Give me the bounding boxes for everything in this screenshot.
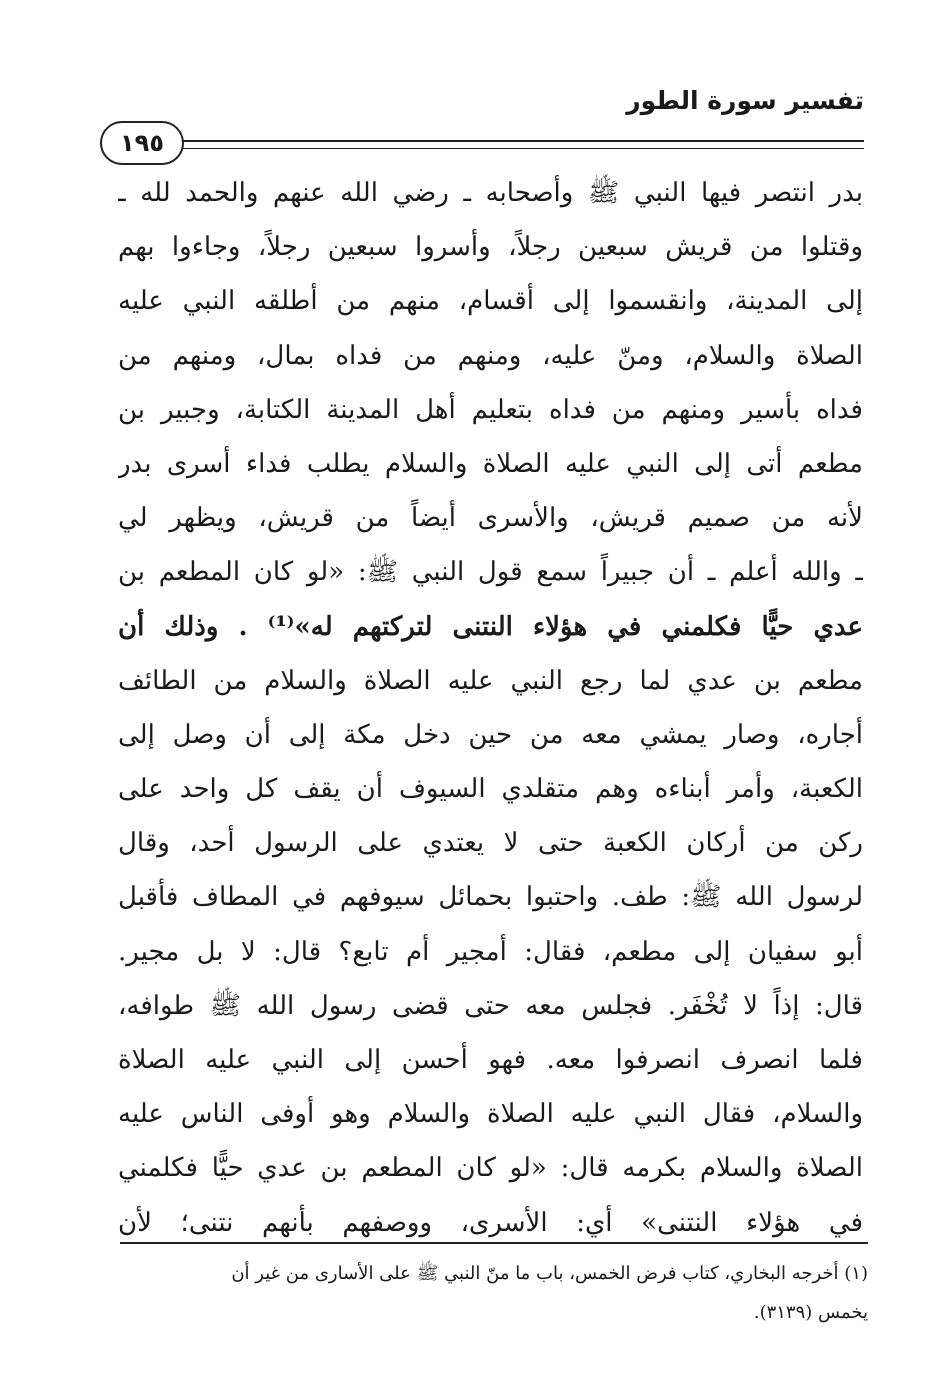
text-line: والسلام، فقال النبي عليه الصلاة والسلام وهو أوفى الناس عليه: [118, 1099, 863, 1130]
footnote-line: يخمس (٣١٣٩).: [753, 1302, 868, 1323]
footnote-rule: [120, 1242, 868, 1244]
text-line: بدر انتصر فيها النبي ﷺ وأصحابه ـ رضي الله عنهم والحمد لله ـ: [118, 178, 863, 208]
text-line: لرسول الله ﷺ: طف. واحتبوا بحمائل سيوفهم في المطاف فأقبل: [118, 882, 863, 913]
text-line: عدي حيًّا فكلمني في هؤلاء النتنى لتركتهم له»⁽¹⁾ . وذلك أن: [118, 611, 863, 642]
text-line: في هؤلاء النتنى» أي: الأسرى، ووصفهم بأنهم نتنى؛ لأن: [118, 1207, 863, 1238]
footnote: [120, 1254, 868, 1332]
text-line: أجاره، وصار يمشي معه من حين دخل مكة إلى أن وصل إلى: [118, 719, 863, 750]
header-rule: [172, 140, 864, 149]
text-line: إلى المدينة، وانقسموا إلى أقسام، منهم من أطلقه النبي عليه: [118, 286, 863, 317]
text-line: فداه بأسير ومنهم من فداه بتعليم أهل المدينة الكتابة، وجبير بن: [118, 394, 863, 425]
text-line: الكعبة، وأمر أبناءه وهم متقلدي السيوف أن يقف كل واحد على: [118, 774, 863, 805]
running-title: تفسير سورة الطور: [626, 86, 864, 115]
footnote-line: (١) أخرجه البخاري، كتاب فرض الخمس، باب ما منّ النبي ﷺ على الأسارى من غير أن: [231, 1263, 868, 1284]
text-line: مطعم أتى إلى النبي عليه الصلاة والسلام يطلب فداء أسرى بدر: [118, 448, 863, 479]
text-line: الصلاة والسلام بكرمه قال: «لو كان المطعم بن عدي حيًّا فكلمني: [118, 1153, 863, 1184]
text-line: قال: إذاً لا تُخْفَر. فجلس معه حتى قضى رسول الله ﷺ طوافه،: [118, 990, 863, 1021]
text-line: ركن من أركان الكعبة حتى لا يعتدي على الرسول أحد، وقال: [118, 828, 863, 859]
text-line: لأنه من صميم قريش، والأسرى أيضاً من قريش، ويظهر لي: [118, 503, 863, 534]
text-line: وقتلوا من قريش سبعين رجلاً، وأسروا سبعين رجلاً، وجاءوا بهم: [118, 232, 863, 263]
text-line: فلما انصرف انصرفوا معه. فهو أحسن إلى النبي عليه الصلاة: [118, 1045, 863, 1075]
text-line: أبو سفيان إلى مطعم، فقال: أمجير أم تابع؟ قال: لا بل مجير.: [118, 936, 863, 967]
text-line: الصلاة والسلام، ومنّ عليه، ومنهم من فداه بمال، ومنهم من: [118, 340, 863, 371]
page-number: ١٩٥: [100, 121, 184, 165]
body-text: [118, 166, 863, 1250]
text-line: مطعم بن عدي لما رجع النبي عليه الصلاة والسلام من الطائف: [118, 665, 863, 696]
text-line: ـ والله أعلم ـ أن جبيراً سمع قول النبي ﷺ: «لو كان المطعم بن: [118, 557, 863, 588]
